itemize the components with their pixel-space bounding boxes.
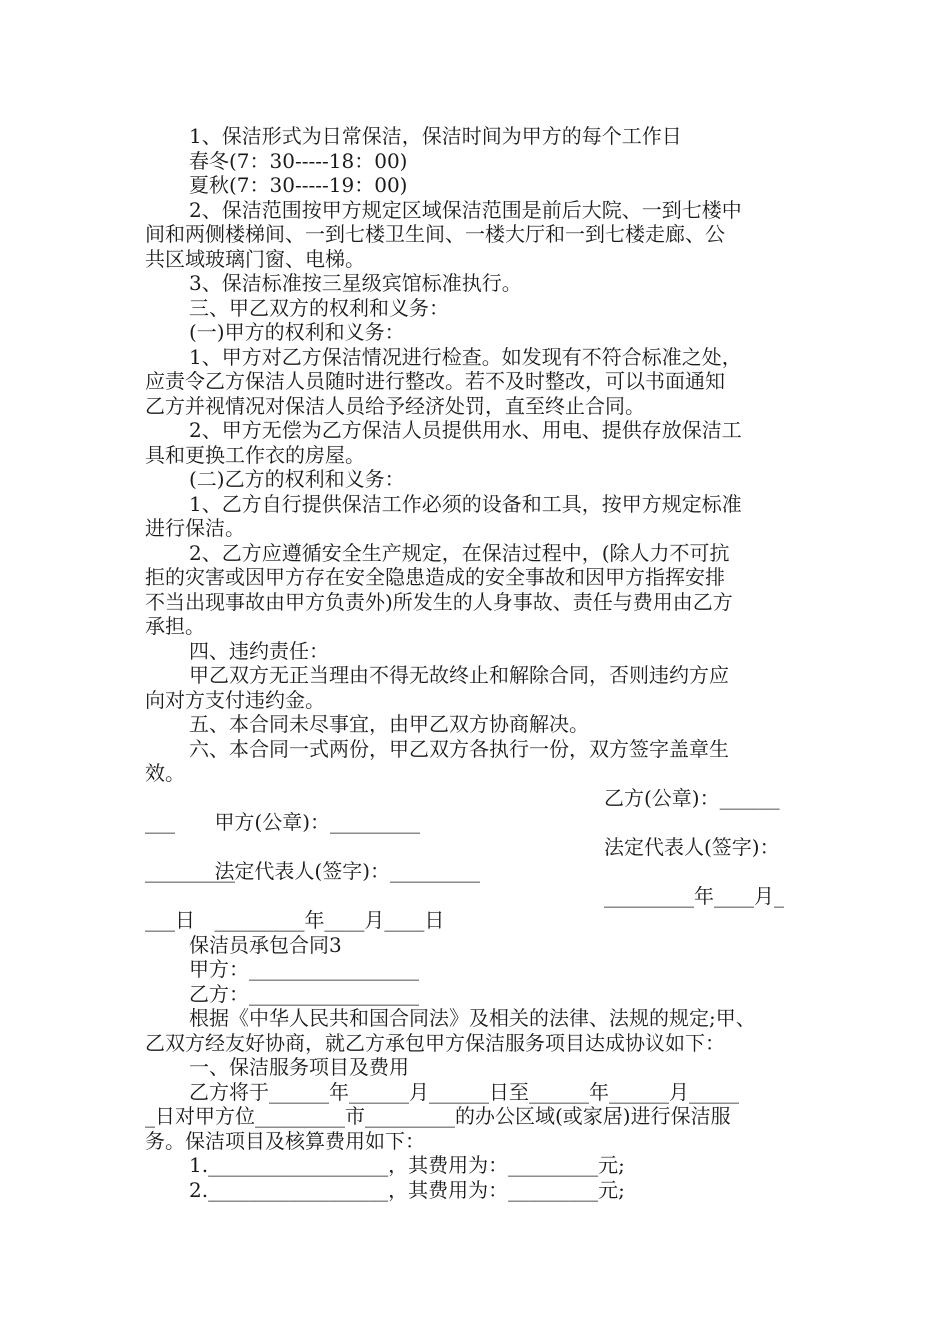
text-line: 1、保洁形式为日常保洁，保洁时间为甲方的每个工作日 [189, 124, 682, 148]
party-a-line: 甲方：_________________ [189, 957, 419, 981]
party-b-seal-continued: ___ [145, 810, 175, 834]
text-line: 务。保洁项目及核算费用如下： [145, 1128, 425, 1153]
text-line: 不当出现事故由甲方负责外)所发生的人身事故、责任与费用由乙方 [145, 589, 733, 614]
signature-date-row [145, 883, 810, 932]
text-line: 拒的灾害或因甲方存在安全隐患造成的安全事故和因甲方指挥安排 [145, 565, 725, 589]
party-a-representative: 法定代表人(签字)：_________ [214, 859, 481, 883]
text-line: 2、甲方无偿为乙方保洁人员提供用水、用电、提供存放保洁工 [189, 418, 742, 442]
party-b-representative-continued: _________ [145, 859, 235, 883]
signature-seal-row [145, 785, 810, 834]
party-b-line: 乙方：_________________ [189, 981, 419, 1006]
subsection-heading: (一)甲方的权利和义务： [189, 320, 405, 344]
text-line: 承担。 [145, 614, 205, 638]
section-heading: 一、保洁服务项目及费用 [189, 1055, 409, 1079]
party-b-seal: 乙方(公章)：______ [604, 785, 780, 810]
fee-item: 1.__________________，其费用为：_________元; [189, 1153, 625, 1177]
signature-rep-row [145, 834, 810, 883]
text-line: 向对方支付违约金。 [145, 687, 325, 712]
contract-title: 保洁员承包合同3 [189, 932, 342, 957]
text-line: 夏秋(7：30-----19：00) [189, 173, 408, 197]
party-a-date: _________年____月____日 [214, 908, 445, 932]
text-line: 乙方将于______年______月______日至______年______月_____ [189, 1079, 739, 1104]
text-line: 乙方并视情况对保洁人员给予经济处罚，直至终止合同。 [145, 393, 645, 418]
text-line: 根据《中华人民共和国合同法》及相关的法律、法规的规定;甲、 [189, 1006, 756, 1030]
text-line: 3、保洁标准按三星级宾馆标准执行。 [189, 271, 522, 295]
fee-item: 2.__________________，其费用为：_________元; [189, 1177, 625, 1202]
text-line: 1、甲方对乙方保洁情况进行检查。如发现有不符合标准之处， [189, 344, 742, 369]
subsection-heading: (二)乙方的权利和义务： [189, 467, 405, 491]
text-line: 乙双方经友好协商，就乙方承包甲方保洁服务项目达成协议如下： [145, 1030, 725, 1055]
section-heading: 三、甲乙双方的权利和义务： [189, 295, 449, 320]
text-line: 共区域玻璃门窗、电梯。 [145, 246, 365, 271]
text-line: 五、本合同未尽事宜，由甲乙双方协商解决。 [189, 712, 589, 736]
text-line: 六、本合同一式两份，甲乙双方各执行一份，双方签字盖章生 [189, 736, 729, 761]
contract-page [145, 124, 810, 1202]
text-line: 1、乙方自行提供保洁工作必须的设备和工具，按甲方规定标准 [189, 491, 742, 516]
text-line: 春冬(7：30-----18：00) [189, 148, 408, 173]
section-heading: 四、违约责任： [189, 638, 329, 663]
party-b-date-continued: ___日 [145, 908, 195, 932]
text-line: 2、保洁范围按甲方规定区域保洁范围是前后大院、一到七楼中 [189, 197, 742, 222]
text-line: 间和两侧楼梯间、一到七楼卫生间、一楼大厅和一到七楼走廊、公 [145, 222, 725, 246]
text-line: 效。 [145, 761, 185, 785]
text-line: 甲乙双方无正当理由不得无故终止和解除合同，否则违约方应 [189, 663, 729, 687]
text-line: 应责令乙方保洁人员随时进行整改。若不及时整改，可以书面通知 [145, 369, 725, 393]
party-b-representative: 法定代表人(签字)： [604, 834, 780, 859]
party-a-seal: 甲方(公章)：_________ [214, 810, 421, 834]
text-line: _日对甲方位_________市_________的办公区域(或家居)进行保洁服 [145, 1104, 731, 1128]
text-line: 2、乙方应遵循安全生产规定，在保洁过程中，(除人力不可抗 [189, 540, 730, 565]
party-b-date: _________年____月_ [604, 883, 784, 908]
text-line: 进行保洁。 [145, 516, 245, 540]
text-line: 具和更换工作衣的房屋。 [145, 442, 365, 467]
